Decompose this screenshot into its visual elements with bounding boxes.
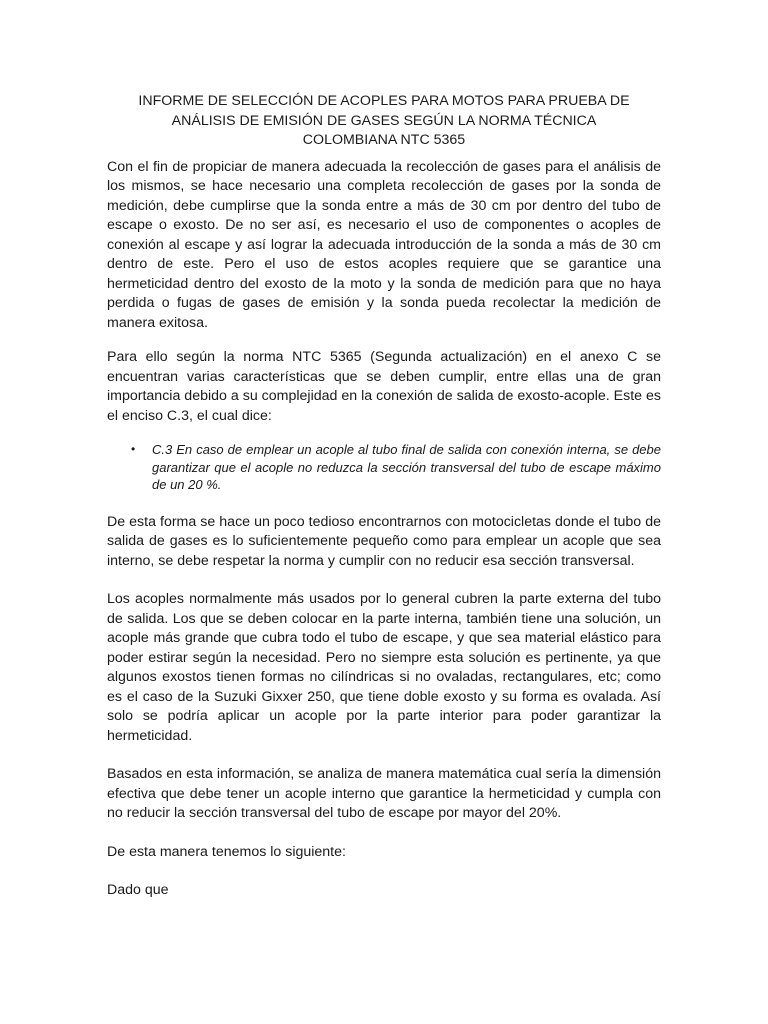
paragraph-basados: Basados en esta información, se analiza de manera matemática cual sería la dimensión efectiva que debe tener un acople interno que garantice la hermeticidad y cumpla con no reducir la sección transversal del tubo de escape por mayor del 20%. (107, 766, 661, 821)
paragraph-tedioso: De esta forma se hace un poco tedioso encontrarnos con motocicletas donde el tubo de salida de gases es lo suficientemente pequeño como para emplear un acople que sea interno, se debe respetar la norma y cumplir con no reducir esa sección transversal. (107, 513, 661, 569)
paragraph-intro: Con el fin de propiciar de manera adecuada la recolección de gases para el análisis de los mismos, se hace necesario una completa recolección de gases por la sonda de medición, debe cumplirse que la sonda entre a más de 30 cm por dentro del tubo de escape o exosto. De no ser así, es necesario el uso de componentes o acoples de conexión al escape y así lograr la adecuada introducción de la sonda a más de 30 cm dentro de este. Pero el uso de estos acoples requiere que se garantice una hermeticidad dentro del exosto de la moto y la sonda de medición para que no haya perdida o fugas de gases de emisión y la sonda pueda recolectar la medición de manera exitosa. (107, 158, 661, 331)
paragraph-acoples: Los acoples normalmente más usados por lo general cubren la parte externa del tubo de salida. Los que se deben colocar en la parte interna, también tiene una solución, un acople más grande que cubra todo el tubo de escape, y que sea material elástico para poder estirar según la necesidad. Pero no siempre esta solución es pertinente, ya que algunos exostos tienen formas no cilíndricas si no ovaladas, rectangulares, etc; como es el caso de la Suzuki Gixxer 250, que tiene doble exosto y su forma es ovalada. Así solo se podría aplicar un acople por la parte interior para poder garantizar la hermeticidad. (107, 591, 661, 744)
paragraph-siguiente: De esta manera tenemos lo siguiente: (107, 843, 346, 860)
bullet-text: C.3 En caso de emplear un acople al tubo final de salida con conexión interna, se debe garantizar que el acople no reduzca la sección transversal del tubo de escape máximo de un 20 %. (152, 442, 661, 492)
paragraph-norma: Para ello según la norma NTC 5365 (Segunda actualización) en el anexo C se encuentran varias características que se deben cumplir, entre ellas una de gran importancia debido a su complejidad en la conexión de salida de exosto-acople. Este es el enciso C.3, el cual dice: (107, 349, 661, 424)
document-title: INFORME DE SELECCIÓN DE ACOPLES PARA MOTOS PARA PRUEBA DE ANÁLISIS DE EMISIÓN DE GASES SEGÚN LA NORMA TÉCNICA COLOMBIANA NTC 5365 (138, 93, 630, 148)
bullet-list (107, 441, 661, 494)
bullet-item-c3 (131, 441, 661, 494)
paragraph-dado-que: Dado que (107, 882, 169, 898)
document-content (107, 92, 661, 916)
bullet-marker: • (131, 442, 136, 456)
